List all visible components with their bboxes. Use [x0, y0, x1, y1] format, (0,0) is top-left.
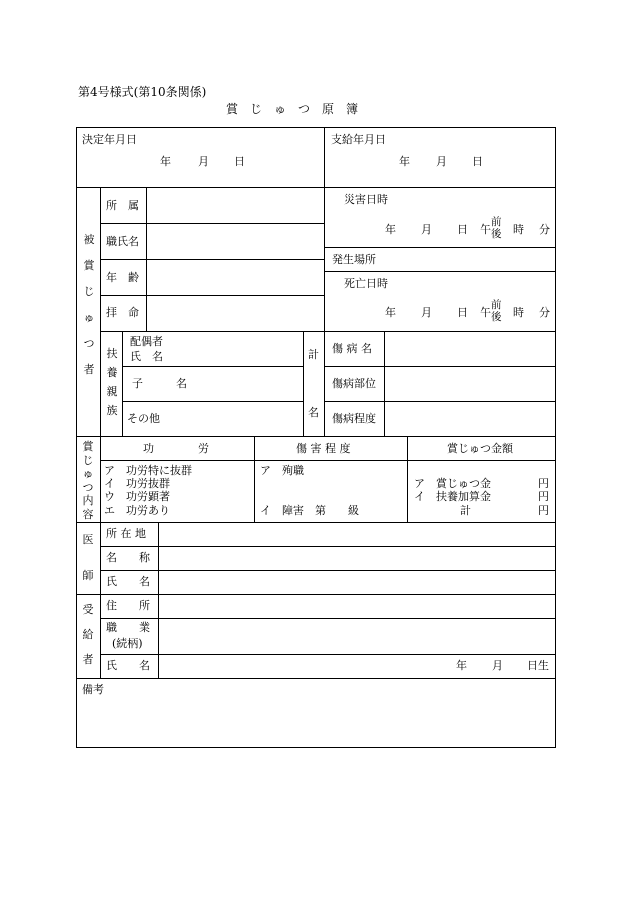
doctor-address-label: 所 在 地 [106, 527, 146, 540]
doctor-vertical-label: 医 師 [82, 533, 94, 582]
yen-1: 円 [538, 477, 549, 490]
death-ampm-prefix: 午 [480, 306, 491, 319]
decision-date-label: 決定年月日 [82, 133, 137, 146]
appointment-label: 拝 命 [106, 306, 139, 319]
receiver-name-label: 氏 名 [106, 659, 150, 672]
merit-item-2: イ 功労抜群 [104, 477, 170, 490]
amount-item-total: 計 [460, 504, 471, 517]
disaster-datetime-label: 災害日時 [344, 193, 388, 206]
yen-2: 円 [538, 490, 549, 503]
receiver-vertical-label: 受 給 者 [82, 603, 94, 666]
death-minute: 分 [539, 306, 550, 319]
merit-header: 功 労 [143, 442, 209, 455]
death-ampm-top: 前 [491, 299, 502, 311]
decision-year: 年 [160, 155, 171, 168]
payment-year: 年 [399, 155, 410, 168]
merit-item-1: ア 功労特に抜群 [104, 464, 192, 477]
payment-month: 月 [436, 155, 447, 168]
affiliation-label: 所 属 [106, 199, 139, 212]
job-name-label: 職氏名 [106, 235, 139, 248]
spouse-label-line2: 氏 名 [130, 350, 163, 363]
decision-day: 日 [234, 155, 245, 168]
amount-item-dependent: イ 扶養加算金 [414, 490, 491, 503]
receiver-job-label: 職 業 [106, 621, 150, 634]
disaster-place-label: 発生場所 [332, 253, 376, 266]
total-label-bottom: 名 [308, 406, 319, 419]
birth-year: 年 [456, 659, 467, 672]
age-label: 年 齢 [106, 271, 139, 284]
injury-part-label: 傷病部位 [332, 377, 376, 390]
payment-day: 日 [472, 155, 483, 168]
remarks-label: 備考 [82, 683, 104, 696]
death-hour: 時 [513, 306, 524, 319]
doctor-person-label: 氏 名 [106, 575, 150, 588]
page-title: 賞 じ ゅ つ 原 簿 [226, 102, 359, 116]
merit-item-4: エ 功労あり [104, 504, 170, 517]
death-month: 月 [421, 306, 432, 319]
child-label: 子 名 [132, 377, 187, 390]
injury-degree-label: 傷病程度 [332, 412, 376, 425]
amount-header: 賞じゅつ金額 [447, 442, 513, 455]
disaster-year: 年 [385, 223, 396, 236]
dependents-vertical-label: 扶 養 親 族 [106, 347, 118, 417]
birth-month: 月 [492, 659, 503, 672]
injury-name-label: 傷 病 名 [332, 342, 372, 355]
award-vertical-label: 賞 じ ゅ つ 内 容 [82, 440, 94, 521]
death-datetime-label: 死亡日時 [344, 277, 388, 290]
injury-item-disability: イ 障害 第 級 [260, 504, 359, 517]
death-ampm-bottom: 後 [491, 311, 502, 323]
disaster-ampm-prefix: 午 [480, 223, 491, 236]
payment-date-label: 支給年月日 [331, 133, 386, 146]
other-label: その他 [127, 412, 160, 425]
disaster-day: 日 [457, 223, 468, 236]
disaster-hour: 時 [513, 223, 524, 236]
receiver-address-label: 住 所 [106, 599, 150, 612]
death-year: 年 [385, 306, 396, 319]
receiver-relation-label: (続柄) [112, 637, 143, 650]
disaster-ampm-top: 前 [491, 216, 502, 228]
total-label-top: 計 [308, 348, 319, 361]
death-day: 日 [457, 306, 468, 319]
doctor-name-label: 名 称 [106, 551, 150, 564]
disaster-minute: 分 [539, 223, 550, 236]
decision-month: 月 [198, 155, 209, 168]
amount-item-award: ア 賞じゅつ金 [414, 477, 491, 490]
disaster-ampm-bottom: 後 [491, 228, 502, 240]
injury-degree-header: 傷 害 程 度 [296, 442, 351, 455]
disaster-month: 月 [421, 223, 432, 236]
birth-day: 日生 [527, 659, 549, 672]
injury-item-death: ア 殉職 [260, 464, 304, 477]
yen-3: 円 [538, 504, 549, 517]
form-number-label: 第4号様式(第10条関係) [78, 85, 207, 99]
recipient-vertical-label: 被 賞 じ ゅ つ 者 [83, 233, 95, 376]
merit-item-3: ウ 功労顕著 [104, 490, 170, 503]
spouse-label-line1: 配偶者 [130, 335, 163, 348]
